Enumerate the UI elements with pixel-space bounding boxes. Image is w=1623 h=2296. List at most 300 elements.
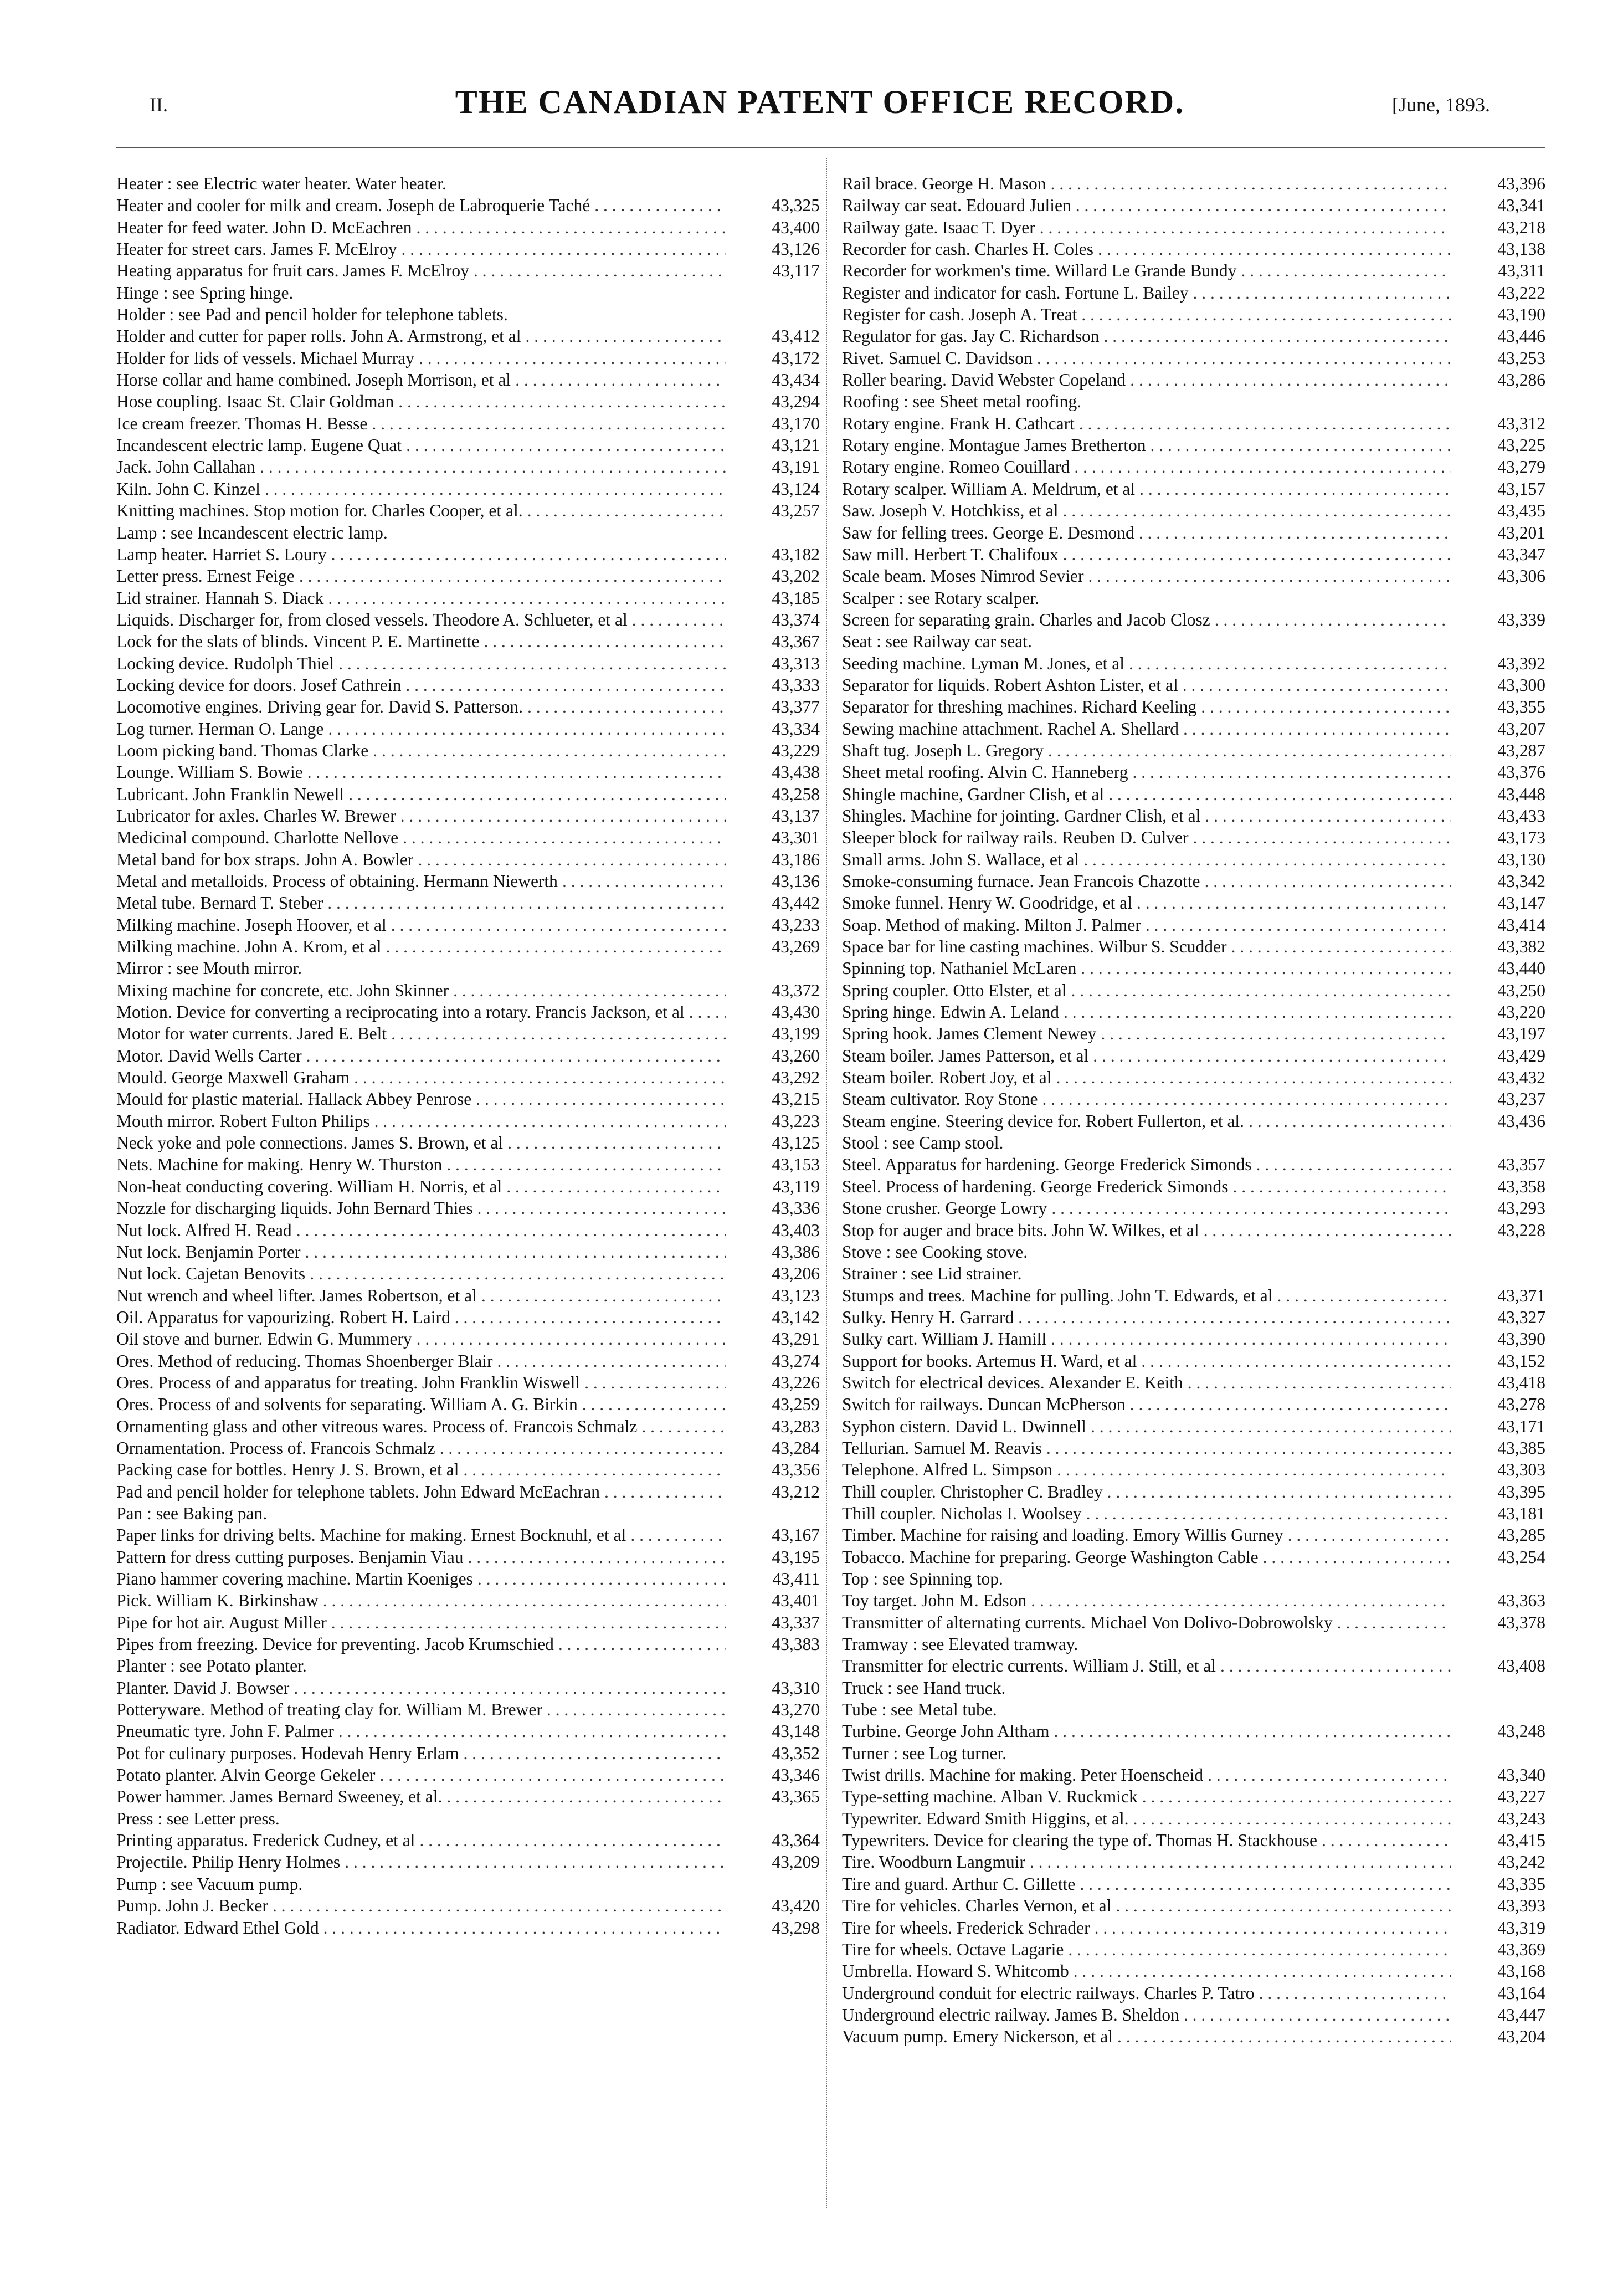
index-entry <box>842 260 1545 281</box>
patent-number: 43,414 <box>1497 915 1545 935</box>
entry-text <box>842 347 1451 369</box>
patent-number: 43,312 <box>1497 413 1545 433</box>
entry-label: Shingles. Machine for jointing. Gardner Clish, et al . . . <box>842 806 1200 826</box>
entry-label: Nets. Machine for making. Henry W. Thurston . . . <box>116 1155 442 1174</box>
patent-number: 43,363 <box>1497 1591 1545 1611</box>
entry-label: Holder : see Pad and pencil holder for telephone tablets. <box>116 305 508 325</box>
index-entry <box>842 1285 1545 1306</box>
entry-label: Oil stove and burner. Edwin G. Mummery . . . <box>116 1329 412 1349</box>
entry-label: Syphon cistern. David L. Dwinnell . . . <box>842 1417 1086 1436</box>
patent-number: 43,336 <box>772 1198 820 1218</box>
index-entry <box>842 1154 1545 1175</box>
entry-text <box>116 478 726 500</box>
entry-label: Railway gate. Isaac T. Dyer . . . <box>842 218 1035 237</box>
entry-text <box>116 347 726 369</box>
entry-label: Pipe for hot air. August Miller . . . <box>116 1613 327 1632</box>
entry-text <box>842 1350 1451 1372</box>
patent-number: 43,286 <box>1497 370 1545 390</box>
patent-number: 43,269 <box>772 937 820 957</box>
entry-label: Transmitter of alternating currents. Michael Von Dolivo-Dobrowolsky . . . <box>842 1613 1333 1632</box>
patent-number: 43,182 <box>772 544 820 564</box>
patent-number: 43,121 <box>772 435 820 455</box>
patent-number: 43,298 <box>772 1918 820 1938</box>
index-entry <box>842 1045 1545 1067</box>
index-entry <box>116 1176 820 1197</box>
entry-label: Heating apparatus for fruit cars. James F. McElroy . . . <box>116 261 469 280</box>
index-entry <box>842 369 1545 391</box>
patent-number: 43,430 <box>772 1002 820 1022</box>
entry-label: Telephone. Alfred L. Simpson . . . <box>842 1460 1052 1479</box>
patent-number: 43,392 <box>1497 653 1545 673</box>
entry-label: Ornamenting glass and other vitreous wares. Process of. Francois Schmalz . . . <box>116 1417 637 1436</box>
entry-text <box>842 238 1451 260</box>
page-number: II. <box>150 94 168 116</box>
patent-number: 43,400 <box>772 217 820 237</box>
entry-text <box>116 1917 726 1939</box>
patent-number: 43,117 <box>772 261 820 281</box>
entry-label: Thill coupler. Nicholas I. Woolsey . . . <box>842 1504 1082 1523</box>
index-entry <box>116 456 820 478</box>
index-entry <box>842 936 1545 957</box>
patent-number: 43,260 <box>772 1046 820 1065</box>
entry-text <box>842 1263 1451 1284</box>
index-entry <box>116 696 820 718</box>
entry-text <box>116 565 726 587</box>
entry-text <box>116 1612 726 1633</box>
entry-label: Sulky cart. William J. Hamill . . . <box>842 1329 1046 1349</box>
entry-label: Knitting machines. Stop motion for. Charles Cooper, et al. . . . <box>116 501 523 520</box>
entry-label: Vacuum pump. Emery Nickerson, et al . . . <box>842 2027 1113 2046</box>
index-entry <box>842 456 1545 478</box>
entry-text <box>116 1067 726 1088</box>
index-entry <box>116 1437 820 1459</box>
entry-label: Separator for liquids. Robert Ashton Lister, et al . . . <box>842 675 1178 695</box>
entry-text <box>116 325 726 347</box>
entry-label: Mould for plastic material. Hallack Abbey Penrose . . . <box>116 1089 471 1109</box>
entry-text <box>842 369 1451 391</box>
entry-label: Saw. Joseph V. Hotchkiss, et al . . . <box>842 501 1059 520</box>
index-entry <box>116 1895 820 1916</box>
entry-text <box>842 805 1451 827</box>
entry-label: Turner : see Log turner. <box>842 1743 1007 1763</box>
entry-text <box>116 1568 726 1590</box>
index-entry <box>842 565 1545 587</box>
patent-number: 43,142 <box>772 1307 820 1327</box>
entry-text <box>116 783 726 805</box>
index-entry <box>842 1393 1545 1415</box>
entry-text <box>842 1437 1451 1459</box>
entry-text <box>116 718 726 740</box>
entry-text <box>116 827 726 848</box>
index-entry <box>116 1612 820 1633</box>
patent-number: 43,408 <box>1497 1656 1545 1676</box>
patent-number: 43,283 <box>772 1416 820 1436</box>
entry-text <box>116 1110 726 1132</box>
entry-label: Top : see Spinning top. <box>842 1569 1003 1588</box>
patent-number: 43,383 <box>772 1634 820 1654</box>
patent-number: 43,237 <box>1497 1089 1545 1109</box>
patent-number: 43,220 <box>1497 1002 1545 1022</box>
entry-label: Pneumatic tyre. John F. Palmer . . . <box>116 1721 334 1741</box>
entry-text <box>116 238 726 260</box>
entry-text <box>116 1851 726 1873</box>
entry-label: Log turner. Herman O. Lange . . . <box>116 719 323 739</box>
entry-text <box>842 1110 1451 1132</box>
entry-label: Typewriters. Device for clearing the type of. Thomas H. Stackhouse . . . <box>842 1831 1317 1850</box>
index-entry <box>842 1503 1545 1524</box>
entry-label: Sewing machine attachment. Rachel A. Shellard . . . <box>842 719 1179 739</box>
entry-label: Tire and guard. Arthur C. Gillette . . . <box>842 1874 1075 1894</box>
entry-label: Timber. Machine for raising and loading. Emory Willis Gurney . . . <box>842 1525 1283 1545</box>
index-entry <box>842 827 1545 848</box>
patent-number: 43,138 <box>1497 239 1545 259</box>
index-entry <box>842 1829 1545 1851</box>
index-entry <box>116 1372 820 1393</box>
patent-number: 43,212 <box>772 1482 820 1501</box>
index-entry <box>116 1459 820 1480</box>
entry-text <box>842 1829 1451 1851</box>
entry-text <box>842 587 1451 609</box>
patent-number: 43,190 <box>1497 305 1545 325</box>
index-entry <box>842 914 1545 936</box>
entry-text <box>116 805 726 827</box>
patent-number: 43,253 <box>1497 348 1545 368</box>
entry-text <box>842 892 1451 914</box>
patent-number: 43,209 <box>772 1852 820 1872</box>
entry-text <box>842 631 1451 652</box>
index-entry <box>842 1677 1545 1699</box>
entry-text <box>842 1088 1451 1110</box>
entry-label: Ice cream freezer. Thomas H. Besse . . . <box>116 414 367 433</box>
entry-label: Roofing : see Sheet metal roofing. <box>842 392 1082 412</box>
entry-text <box>116 1459 726 1480</box>
index-entry <box>842 870 1545 892</box>
entry-label: Planter. David J. Bowser . . . <box>116 1678 289 1698</box>
index-entry <box>116 391 820 412</box>
entry-label: Umbrella. Howard S. Whitcomb . . . <box>842 1961 1069 1981</box>
entry-label: Underground electric railway. James B. Sheldon . . . <box>842 2005 1179 2025</box>
index-entry <box>116 1851 820 1873</box>
patent-number: 43,376 <box>1497 762 1545 782</box>
entry-text <box>842 1939 1451 1960</box>
entry-text <box>842 304 1451 325</box>
entry-text <box>842 783 1451 805</box>
patent-number: 43,401 <box>772 1591 820 1611</box>
entry-text <box>116 456 726 478</box>
entry-label: Ores. Method of reducing. Thomas Shoenberger Blair . . . <box>116 1351 492 1371</box>
entry-label: Saw for felling trees. George E. Desmond . . . <box>842 523 1134 542</box>
entry-label: Smoke-consuming furnace. Jean Francois Chazotte . . . <box>842 872 1200 891</box>
index-entry <box>842 391 1545 412</box>
entry-text <box>842 761 1451 783</box>
entry-label: Lid strainer. Hannah S. Diack . . . <box>116 588 323 608</box>
index-entry <box>842 1023 1545 1044</box>
index-entry <box>842 1917 1545 1939</box>
index-entry <box>116 282 820 304</box>
entry-text <box>116 1350 726 1372</box>
patent-number: 43,254 <box>1497 1547 1545 1567</box>
header-rule <box>116 147 1545 148</box>
entry-text <box>116 1699 726 1720</box>
patent-number: 43,278 <box>1497 1395 1545 1414</box>
entry-label: Stumps and trees. Machine for pulling. John T. Edwards, et al . . . <box>842 1286 1272 1305</box>
entry-label: Pattern for dress cutting purposes. Benjamin Viau . . . <box>116 1547 464 1567</box>
entry-label: Steam engine. Steering device for. Robert Fullerton, et al. . . . <box>842 1111 1244 1131</box>
index-entry <box>116 1742 820 1764</box>
patent-number: 43,374 <box>772 609 820 629</box>
entry-label: Paper links for driving belts. Machine for making. Ernest Bocknuhl, et al . . . <box>116 1525 626 1545</box>
entry-text <box>116 194 726 216</box>
patent-number: 43,225 <box>1497 435 1545 455</box>
patent-number: 43,347 <box>1497 544 1545 564</box>
index-entry <box>842 1939 1545 1960</box>
index-entry <box>842 1110 1545 1132</box>
entry-label: Locking device for doors. Josef Cathrein . . . <box>116 675 401 695</box>
patent-number: 43,306 <box>1497 566 1545 586</box>
index-entry <box>842 1459 1545 1480</box>
patent-number: 43,411 <box>772 1569 820 1588</box>
entry-label: Pad and pencil holder for telephone tablets. John Edward McEachran . . . <box>116 1482 600 1501</box>
patent-number: 43,342 <box>1497 872 1545 891</box>
entry-text <box>116 1176 726 1197</box>
entry-text <box>116 609 726 631</box>
index-entry <box>842 2004 1545 2026</box>
patent-number: 43,337 <box>772 1612 820 1632</box>
entry-text <box>116 914 726 936</box>
index-entry <box>116 1568 820 1590</box>
entry-text <box>116 1786 726 1807</box>
patent-number: 43,346 <box>772 1765 820 1785</box>
entry-label: Printing apparatus. Frederick Cudney, et al . . . <box>116 1831 415 1850</box>
index-entry <box>116 434 820 456</box>
patent-number: 43,204 <box>1497 2027 1545 2047</box>
index-entry <box>842 1699 1545 1720</box>
entry-label: Seeding machine. Lyman M. Jones, et al . . . <box>842 654 1124 673</box>
entry-text <box>842 740 1451 761</box>
entry-label: Lounge. William S. Bowie . . . <box>116 762 303 782</box>
index-entry <box>116 1263 820 1284</box>
entry-text <box>116 1503 726 1524</box>
entry-label: Heater for street cars. James F. McElroy . . . <box>116 239 397 259</box>
entry-label: Lamp : see Incandescent electric lamp. <box>116 522 388 542</box>
index-entry <box>842 304 1545 325</box>
index-entry <box>116 653 820 674</box>
index-entry <box>842 1851 1545 1873</box>
patent-number: 43,222 <box>1497 283 1545 303</box>
patent-number: 43,284 <box>772 1438 820 1458</box>
index-entry <box>842 325 1545 347</box>
entry-text <box>842 173 1451 194</box>
patent-number: 43,303 <box>1497 1460 1545 1480</box>
entry-text <box>842 936 1451 957</box>
index-entry <box>842 696 1545 718</box>
entry-text <box>116 1895 726 1916</box>
entry-text <box>116 544 726 565</box>
index-entry <box>842 1590 1545 1611</box>
patent-number: 43,319 <box>1497 1918 1545 1938</box>
entry-label: Holder for lids of vessels. Michael Murray . . . <box>116 348 414 368</box>
patent-number: 43,339 <box>1497 609 1545 629</box>
index-entry <box>842 1416 1545 1437</box>
entry-text <box>842 1393 1451 1415</box>
entry-label: Ornamentation. Process of. Francois Schmalz . . . <box>116 1438 435 1458</box>
entry-text <box>842 827 1451 848</box>
index-entry <box>116 718 820 740</box>
entry-label: Small arms. John S. Wallace, et al . . . <box>842 850 1079 869</box>
index-entry <box>116 1416 820 1437</box>
entry-text <box>842 1328 1451 1350</box>
patent-number: 43,327 <box>1497 1307 1545 1327</box>
page-header <box>150 83 1490 122</box>
entry-label: Regulator for gas. Jay C. Richardson . . . <box>842 326 1100 346</box>
index-entry <box>116 1088 820 1110</box>
index-entry <box>116 1393 820 1415</box>
patent-number: 43,181 <box>1497 1503 1545 1523</box>
entry-text <box>116 1132 726 1154</box>
left-column <box>116 173 820 1939</box>
patent-number: 43,429 <box>1497 1046 1545 1065</box>
entry-label: Radiator. Edward Ethel Gold . . . <box>116 1918 319 1938</box>
patent-number: 43,440 <box>1497 959 1545 978</box>
entry-label: Mould. George Maxwell Graham . . . <box>116 1068 350 1087</box>
entry-label: Planter : see Potato planter. <box>116 1656 307 1676</box>
entry-text <box>116 1088 726 1110</box>
entry-label: Spring hook. James Clement Newey . . . <box>842 1024 1096 1043</box>
index-entry <box>842 1808 1545 1829</box>
index-entry <box>116 1219 820 1241</box>
entry-text <box>842 1023 1451 1044</box>
patent-number: 43,433 <box>1497 806 1545 826</box>
entry-text <box>842 217 1451 238</box>
entry-label: Milking machine. John A. Krom, et al . . . <box>116 937 382 956</box>
entry-label: Pot for culinary purposes. Hodevah Henry Erlam . . . <box>116 1744 459 1763</box>
entry-label: Jack. John Callahan . . . <box>116 457 255 476</box>
entry-label: Motor. David Wells Carter . . . <box>116 1046 302 1065</box>
entry-label: Shingle machine, Gardner Clish, et al . . . <box>842 785 1104 804</box>
entry-text <box>842 849 1451 870</box>
entry-label: Rotary engine. Romeo Couillard . . . <box>842 457 1070 476</box>
entry-text <box>842 1699 1451 1720</box>
entry-label: Oil. Apparatus for vapourizing. Robert H. Laird . . . <box>116 1308 450 1327</box>
index-entry <box>842 1372 1545 1393</box>
entry-label: Piano hammer covering machine. Martin Koeniges . . . <box>116 1569 473 1588</box>
entry-text <box>842 1459 1451 1480</box>
patent-number: 43,310 <box>772 1678 820 1698</box>
entry-text <box>116 1393 726 1415</box>
entry-text <box>116 1633 726 1655</box>
entry-label: Lubricator for axles. Charles W. Brewer . . . <box>116 806 396 826</box>
patent-number: 43,340 <box>1497 1765 1545 1785</box>
index-entry <box>842 980 1545 1001</box>
index-entry <box>116 936 820 957</box>
entry-text <box>116 1219 726 1241</box>
index-entry <box>842 1241 1545 1263</box>
index-entry <box>116 1524 820 1546</box>
patent-number: 43,357 <box>1497 1155 1545 1175</box>
entry-text <box>842 980 1451 1001</box>
entry-label: Nut lock. Alfred H. Read . . . <box>116 1221 292 1240</box>
entry-text <box>116 1154 726 1175</box>
entry-text <box>842 1677 1451 1699</box>
entry-label: Register and indicator for cash. Fortune L. Bailey . . . <box>842 283 1188 303</box>
patent-number: 43,185 <box>772 588 820 608</box>
entry-label: Tellurian. Samuel M. Reavis . . . <box>842 1438 1042 1458</box>
index-entry <box>116 914 820 936</box>
index-entry <box>116 609 820 631</box>
entry-label: Packing case for bottles. Henry J. S. Brown, et al . . . <box>116 1460 459 1479</box>
index-entry <box>842 1350 1545 1372</box>
index-entry <box>842 194 1545 216</box>
index-entry <box>842 1219 1545 1241</box>
entry-label: Stove : see Cooking stove. <box>842 1242 1028 1262</box>
index-entry <box>116 325 820 347</box>
patent-number: 43,259 <box>772 1395 820 1414</box>
patent-number: 43,341 <box>1497 196 1545 216</box>
entry-label: Register for cash. Joseph A. Treat . . . <box>842 305 1077 324</box>
entry-text <box>842 609 1451 631</box>
patent-number: 43,136 <box>772 872 820 891</box>
entry-text <box>116 1416 726 1437</box>
entry-text <box>842 1524 1451 1546</box>
entry-label: Transmitter for electric currents. William J. Still, et al . . . <box>842 1656 1216 1675</box>
entry-text <box>842 1895 1451 1916</box>
patent-number: 43,173 <box>1497 828 1545 848</box>
index-entry <box>116 1808 820 1829</box>
entry-label: Steam cultivator. Roy Stone . . . <box>842 1089 1038 1109</box>
entry-text <box>116 1829 726 1851</box>
entry-text <box>116 1263 726 1284</box>
entry-label: Scale beam. Moses Nimrod Sevier . . . <box>842 566 1084 586</box>
entry-label: Separator for threshing machines. Richard Keeling . . . <box>842 697 1196 716</box>
entry-label: Saw mill. Herbert T. Chalifoux . . . <box>842 545 1059 564</box>
entry-text <box>842 500 1451 521</box>
patent-number: 43,412 <box>772 326 820 346</box>
entry-label: Rail brace. George H. Mason . . . <box>842 174 1046 193</box>
entry-text <box>116 260 726 281</box>
index-entry <box>116 1633 820 1655</box>
patent-number: 43,442 <box>772 893 820 913</box>
entry-text <box>842 544 1451 565</box>
entry-label: Nozzle for discharging liquids. John Bernard Thies . . . <box>116 1198 473 1218</box>
patent-number: 43,167 <box>772 1525 820 1545</box>
patent-number: 43,352 <box>772 1743 820 1763</box>
entry-text <box>842 413 1451 434</box>
index-entry <box>116 1655 820 1677</box>
index-entry <box>842 478 1545 500</box>
index-entry <box>116 980 820 1001</box>
entry-label: Tire for vehicles. Charles Vernon, et al . . . <box>842 1896 1111 1915</box>
entry-label: Heater and cooler for milk and cream. Joseph de Labroquerie Taché . . . <box>116 196 590 215</box>
patent-number: 43,227 <box>1497 1787 1545 1807</box>
entry-label: Pan : see Baking pan. <box>116 1503 268 1523</box>
entry-text <box>116 1306 726 1328</box>
index-entry <box>842 173 1545 194</box>
entry-label: Rotary engine. Frank H. Cathcart . . . <box>842 414 1075 433</box>
entry-text <box>842 696 1451 718</box>
patent-number: 43,448 <box>1497 784 1545 804</box>
entry-label: Hose coupling. Isaac St. Clair Goldman . . . <box>116 392 394 411</box>
index-entry <box>116 260 820 281</box>
entry-label: Turbine. George John Altham . . . <box>842 1721 1050 1741</box>
patent-number: 43,186 <box>772 849 820 869</box>
entry-text <box>116 391 726 412</box>
entry-text <box>116 653 726 674</box>
entry-label: Locking device. Rudolph Thiel . . . <box>116 654 334 673</box>
entry-text <box>116 849 726 870</box>
entry-label: Power hammer. James Bernard Sweeney, et al. . . . <box>116 1787 442 1806</box>
entry-text <box>116 1045 726 1067</box>
index-entry <box>842 849 1545 870</box>
